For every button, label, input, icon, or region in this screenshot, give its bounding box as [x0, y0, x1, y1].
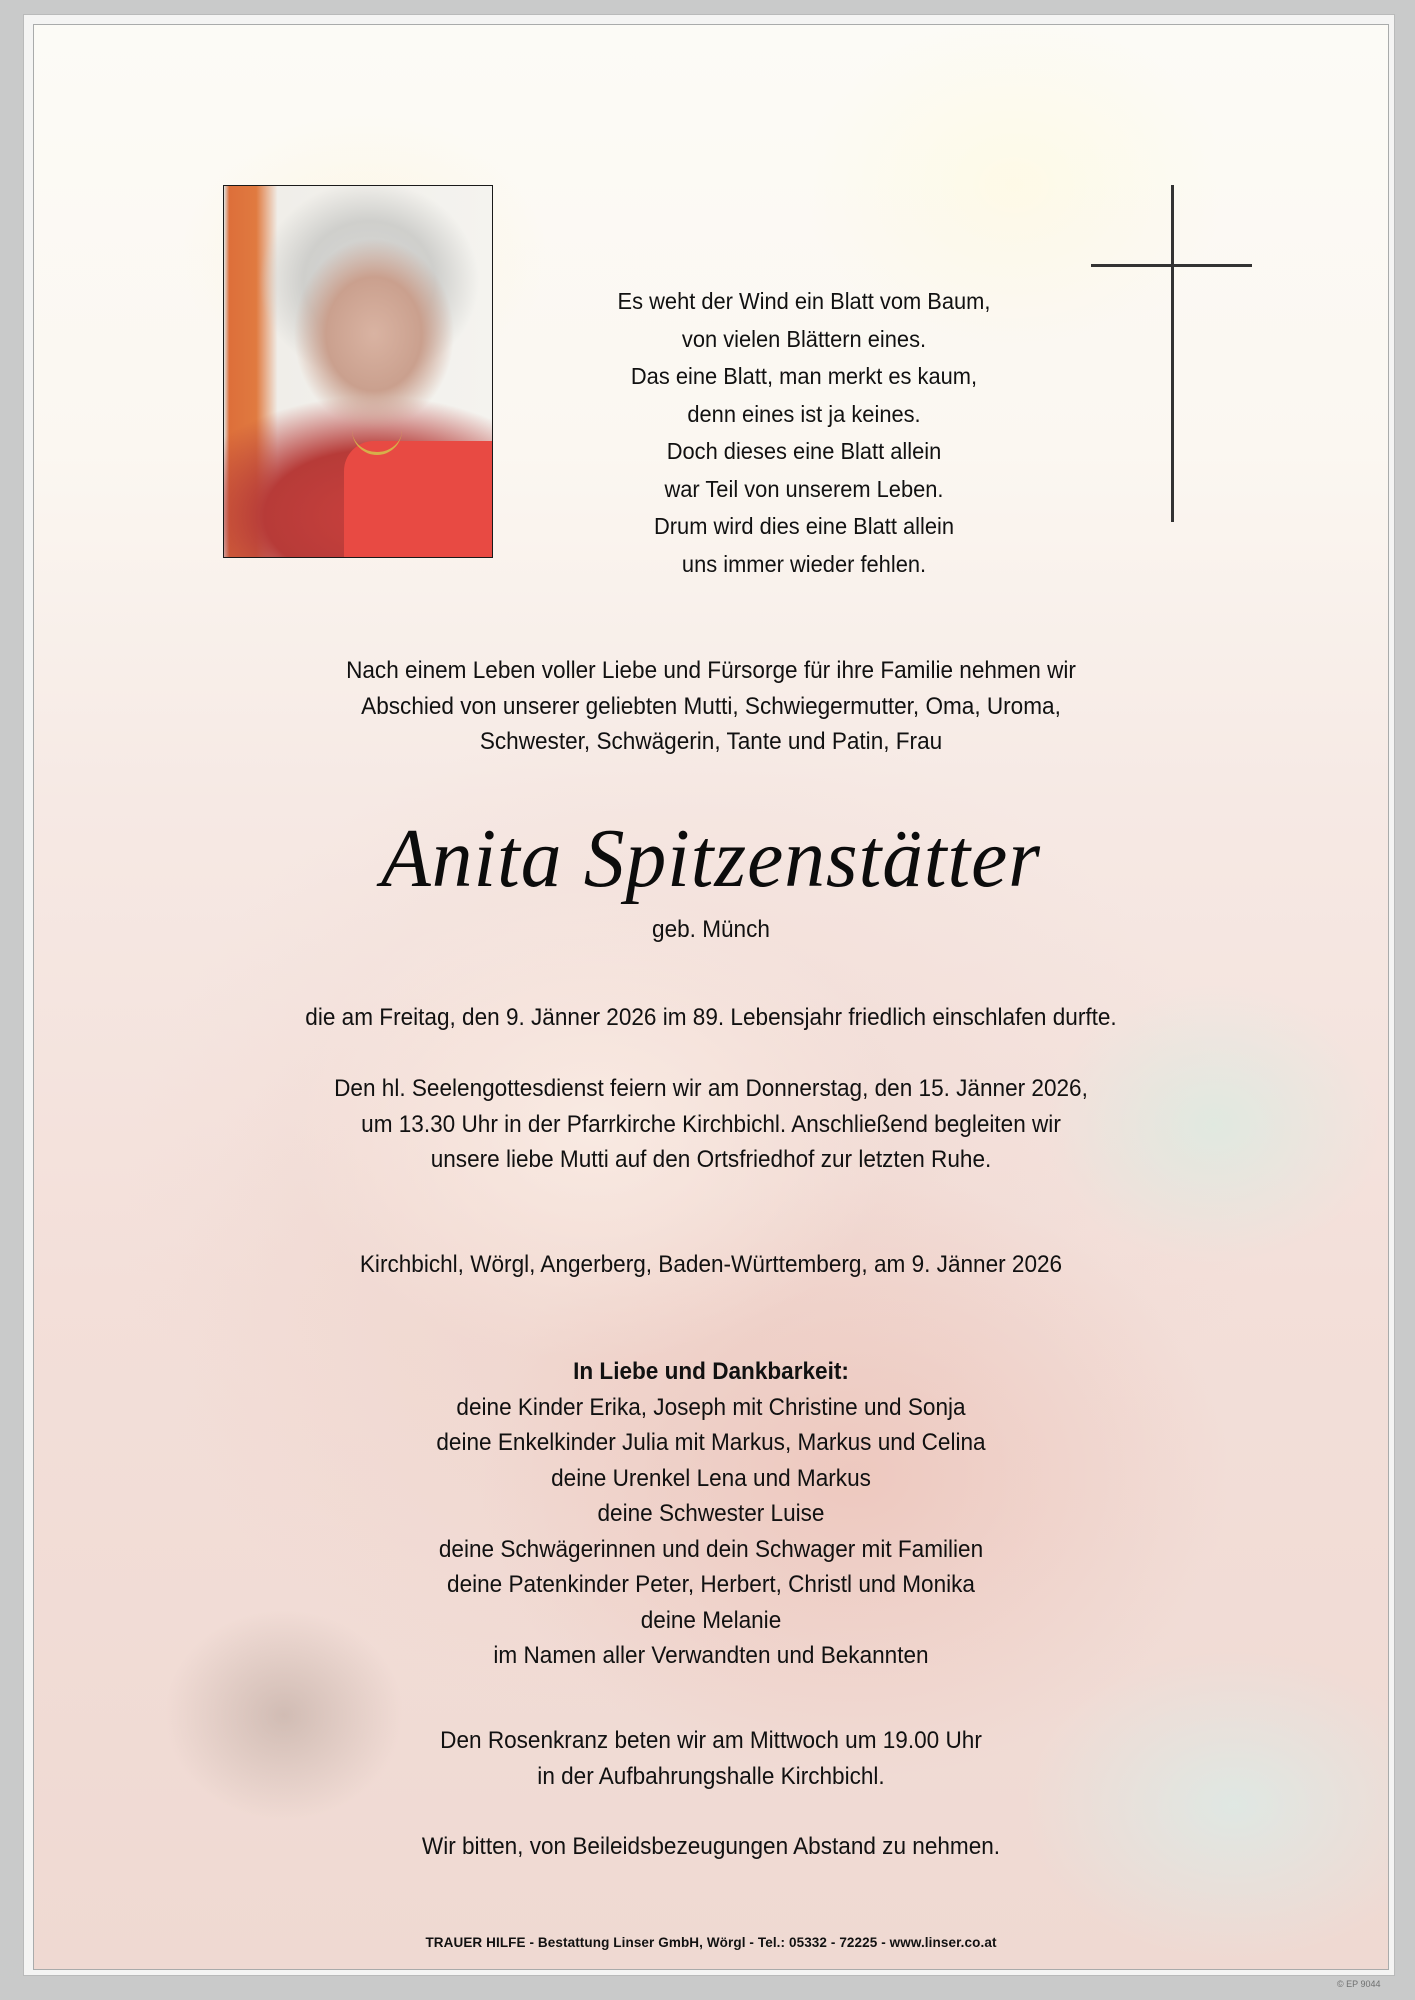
condolence-request: Wir bitten, von Beileidsbezeugungen Abstand zu nehmen. [421, 1833, 1001, 1860]
poem [590, 283, 1018, 583]
photo-shirt [344, 441, 493, 558]
obituary-card [33, 24, 1389, 1970]
intro-line: Schwester, Schwägerin, Tante und Patin, Frau [479, 728, 943, 755]
poem-line: war Teil von unserem Leben. [664, 475, 944, 502]
intro-text [75, 653, 1348, 760]
intro-line: Abschied von unserer geliebten Mutti, Schwiegermutter, Oma, Uroma, [361, 692, 1061, 720]
death-notice: die am Freitag, den 9. Jänner 2026 im 89. Lebensjahr friedlich einschlafen durfte. [305, 1004, 1117, 1031]
mourners [75, 1354, 1348, 1674]
mourner-line: deine Schwägerinnen und dein Schwager mit Familien [438, 1535, 984, 1563]
poem-line: denn eines ist ja keines. [687, 400, 921, 427]
rosary-line: Den Rosenkranz beten wir am Mittwoch um 19.00 Uhr [440, 1727, 982, 1754]
poem-line: Es weht der Wind ein Blatt vom Baum, [617, 288, 991, 314]
mourner-line: deine Melanie [640, 1606, 782, 1634]
cross-icon-vertical [1171, 185, 1174, 522]
maiden-name: geb. Münch [652, 916, 770, 943]
poem-line: Drum wird dies eine Blatt allein [653, 513, 955, 539]
poem-line: uns immer wieder fehlen. [681, 550, 927, 577]
mourner-line: deine Kinder Erika, Joseph mit Christine und Sonja [456, 1393, 966, 1421]
deceased-name: Anita Spitzenstätter [381, 812, 1041, 905]
mourners-heading: In Liebe und Dankbarkeit: [573, 1358, 849, 1385]
service-line: um 13.30 Uhr in der Pfarrkirche Kirchbichl. Anschließend begleiten wir [361, 1110, 1061, 1138]
service-line: Den hl. Seelengottesdienst feiern wir am Donnerstag, den 15. Jänner 2026, [334, 1075, 1088, 1102]
funeral-home-footer: TRAUER HILFE - Bestattung Linser GmbH, Wörgl - Tel.: 05332 - 72225 - www.linser.co.at [425, 1935, 997, 1950]
cross-icon-horizontal [1091, 264, 1252, 267]
mourner-line: im Namen aller Verwandten und Bekannten [493, 1642, 929, 1669]
poem-line: Das eine Blatt, man merkt es kaum, [630, 363, 978, 389]
mourner-line: deine Urenkel Lena und Markus [551, 1464, 871, 1492]
service-details [75, 1071, 1348, 1178]
rosary-line: in der Aufbahrungshalle Kirchbichl. [537, 1762, 885, 1790]
copyright-mark: © EP 9044 [1337, 1979, 1381, 1989]
mourner-line: deine Schwester Luise [597, 1500, 825, 1527]
poem-line: von vielen Blättern eines. [681, 325, 927, 352]
intro-line: Nach einem Leben voller Liebe und Fürsorge für ihre Familie nehmen wir [346, 657, 1076, 684]
place-date: Kirchbichl, Wörgl, Angerberg, Baden-Württemberg, am 9. Jänner 2026 [359, 1251, 1063, 1278]
rosary-notice [75, 1723, 1348, 1794]
mourner-line: deine Enkelkinder Julia mit Markus, Markus und Celina [436, 1429, 986, 1456]
mourner-line: deine Patenkinder Peter, Herbert, Christl und Monika [447, 1571, 975, 1598]
service-line: unsere liebe Mutti auf den Ortsfriedhof zur letzten Ruhe. [430, 1146, 992, 1173]
poem-line: Doch dieses eine Blatt allein [666, 438, 942, 464]
portrait-photo [223, 185, 493, 558]
